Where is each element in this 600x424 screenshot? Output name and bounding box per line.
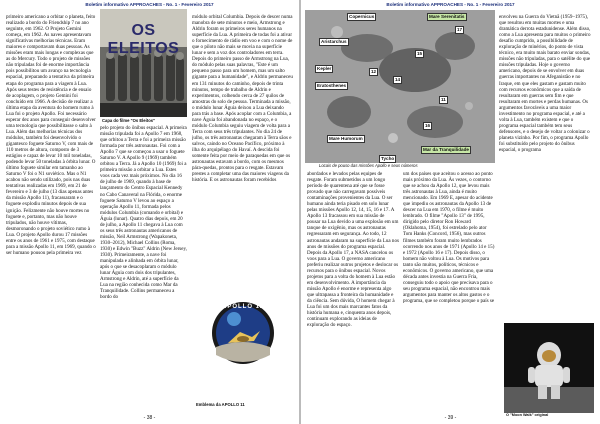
moon-label-mare-humorum: Mare Humorum: [329, 136, 363, 141]
moon-label-tycho: Tycho: [381, 156, 395, 161]
moon-label-mar-tranquilidade: Mar da Tranquilidade: [423, 147, 469, 152]
moon-label-copernicus: Copernicus: [349, 14, 375, 19]
moon-mission-marker: 11: [441, 97, 446, 102]
moonwalk-photo-figure: [504, 323, 594, 413]
moon-mission-marker: 16: [425, 123, 431, 128]
left-page: [0, 0, 299, 424]
folio-left: - 38 -: [143, 415, 156, 421]
right-col-3: envolveu na Guerra do Vietnã (1959–1975), que resultou em muitas mortes e uma dramática derrota estadunidense. Além disso, como a Lua apresenta para muitos o primeiro desafio cumprido, a possibilidade de exploração de minérios, do ponto de vista técnico, era muito mais barato enviar sondas, missões não tripuladas, para o satélite do que missões tripuladas. Hoje o governo americano, depois de se envolver em duas guerras importantes no Afeganistão e no Iraque, em que eles gastam e gastam muito com recursos econômicos que a saída de resultaram em guerras sem fim e que resultaram em mortes e perdas humanas. Os argumentos favoráveis a uma maior investimento no programa espacial, e até a volta à Lua, também existem e que o programa espacial também tem seus defensores, e o desejo de voltar a colonizar o planeta vizinho. Por fim, o programa Apollo foi substituído pelo projeto do ônibus espacial, o programa: [499, 14, 591, 154]
moon-map-figure: [305, 10, 495, 163]
left-col-1: primeiro americano a orbitar o planeta, feito realizado a bordo do Friendship 7 no ano seguinte, em 1962. O Projeto Gemini começa, em 1962. As naves apresentavam significativas melhorias técnicas. Eram maiores e comportavam duas pessoas. As missões eram mais longas e complexas que as do Mercury. Todo o projeto de missões não tripuladas foi de enorme importância pois possibilitou um avanço na tecnologia espacial, preparando a tentativa da primeira etapa do programa para a viagem à Lua. Após seus testes de resistência e de ensaio de acoplagem, o projeto Gemini foi concluído em 1966. A decisão de realizar a última etapa da aventura do homem rumo à Lua foi o projeto Apollo. Foi necessário esperar dez anos para conseguir desenvolver uma tecnologia que possibilitasse o salto à Lua. Além das melhorias técnicas dos módulos, também foi desenvolvido o gigantesco foguete Saturno V, com mais de 110 metros de altura, composto de 3 estágios e capaz de levar 10 mil toneladas, podendo levar 50 toneladas à órbita lunar. O último foguete similar em tamanho ao Saturno V foi o N1 soviético. Mas o N1 acabou não sendo utilizado, pois nas duas tentativas realizadas em 1969, em 21 de fevereiro e 3 de julho (13 dias apenas antes da missão Apollo 11), fracassaram e o foguete explodiu minutos depois de sua ignição. Felizmente não houve mortes no foguete e, portanto, mas não houve tripulados, não houve vítimas, desmoronando o projeto soviético rumo à Lua. O projeto Apollo durou 17 missões entre os anos de 1961 e 1975, com destaque para a missão Apollo 11, em 1969, quando o ser humano pousou pela primeira vez: [6, 14, 96, 256]
moon-mission-marker: 12: [371, 69, 377, 74]
book-cover-figure: [100, 9, 187, 117]
apollo11-patch-text: APOLLO 11: [221, 304, 264, 310]
moon-label-kepler: Kepler: [317, 66, 332, 71]
left-col-3: módulo orbital Columbia. Depois de descer numa manobra de sete minutos e meio, Armstrong e Aldrin foram os primeiros seres humanos na superfície da Lua. A primeira de todas foi a ativar o fornecimento de rádio em voo e com o nome de que o piloto não mais se movia na superfície lunar e sem a voz dos controladores em terra. Depois do primeiro passo de Armstrong na Lua, do módulo pelas suas palavras, "Este é um pequeno passo para um homem, mas um salto gigante para a humanidade", e Aldrin permaneceu em 131 minutos do caminho, depois de trinta minutos, tempo de trabalho de Aldrin e experimentos, colhendo cerca de 27 quilos de amostras do solo de pessoa. Terminada a missão, o módulo lunar Águia deixou a Lua deixando para trás a base. Após acoplar com a Columbia, a nave Águia foi abandonada no espaço, e o módulo Columbia seguiu viagem de volta para a Terra com seus três tripulantes. No dia 24 de julho, os três astronautas chegaram à Terra sãos e salvos, caindo no Oceano Pacífico, próximo à ilha do arquipélago do Havaí. A descida foi somente feita por meio de paraquedas em que os astronautas estavam a bordo, com os mesmos pára-quedas, prontos para o resgate. Estavam prestes a completar uma das maiores viagens da história. E os astronautas foram recebidos: [192, 14, 293, 184]
right-page: [301, 0, 600, 424]
moon-mission-marker: 15: [417, 51, 423, 56]
moon-mission-marker: 17: [457, 27, 463, 32]
right-col-2: um dos países que aceitou o acesso ao ponto mais próximo da Lua. Às vezes, o contorno que se achou da Apollo 12, que levou mais três astronautas à Lua, ainda é muito mencionado. Em 1969 E, apesar do acidente que impediu os astronautas da Apollo 13 de descer na Lua em 1970, o filme é muito lembrado. O filme "Apollo 13" de 1995, dirigido pelo diretor Ron Howard (Oklahoma, 1954), foi estrelado pelo ator Tom Hanks (Concord, 1956), mas outros filmes também foram muito lembrados ocorrendo nos anos de 1971 (Apollo 14 e 15) e 1972 (Apollo 16 e 17). Depois disso, o homem não voltou à Lua. Os motivos para tanto são muitos, políticos, técnicos e econômicos. O governo americano, que uma década antes investia na Guerra Fria, conseguiu todo o apoio que precisava para o seu programa espacial, não encontrou mais argumentos para manter os altos gastos e o programa, que se completou porque o país se: [403, 171, 495, 304]
moon-label-aristarchus: Aristarchus: [321, 39, 347, 44]
moon-label-eratosthenes: Eratosthenes: [317, 83, 347, 88]
book-cover-caption: Capa do filme "Os Eleitos": [102, 118, 156, 123]
running-head: Boletim informativo APPROACHES - No. 1 - Fevereiro 2017: [386, 2, 515, 7]
folio-right: - 39 -: [444, 415, 457, 421]
moon-mission-marker: 14: [395, 77, 401, 82]
left-col-2: pelo projeto do ônibus espacial. A primeira missão tripulada foi a Apollo 7 em 1968, que orbitou a Terra e foi a primeira missão formada por três astronautas. Foi com a Apollo 7 que se começou a usar o foguete Saturno V. A Apollo 9 (1969) também orbitou a Terra. Já a Apollo 10 (1969) foi a primeira missão a orbitar a Lua. Estes voos cada vez mais próximos. No dia 16 de julho de 1969, quando à base de lançamento do Centro Espacial Kennedy no Cabo Canaveral na Flórida, o enorme foguete Saturno V levou ao espaço a operação Apollo 11, formada pelos módulos Columbia (comando e orbital) e Águia (lunar). Quatro dias depois, em 20 de julho, a Apollo 11 chegava à Lua com os seus três astronautas americanos de missão, Neil Armstrong (Wapakoneta, 1930–2012), Michael Collins (Roma, 1930) e Edwin "Buzz" Aldrin (New Jersey, 1930). Primeiramente, a nave foi manipulada e alinhada em órbita lunar, após o que se desacoplaram o módulo lunar Águia com dois dos tripulantes, Armstrong e Aldrin, até a superfície da Lua na região conhecida como Mar da Tranquilidade. Collins permaneceu a bordo do: [100, 125, 187, 301]
apollo11-patch-figure: [210, 285, 276, 399]
right-col-1: abordados e levados pelas equipes de resgate. Foram submetidos a um longo período de quarentena até que se fosse provado que não carregavam possíveis contaminações provenientes da Lua. O ser humano ainda teria pisado em solo lunar pelas missões Apollo 12, 14, 15, 16 e 17. A Apollo 13 fracassou em sua missão de pousar na Lua devido a uma explosão em um tanque de oxigênio, mas os astronautas regressaram em segurança. Ao todo, 12 astronautas andaram na superfície da Lua nos anos de missões do programa espacial. Depois da Apollo 17, a NASA cancelou os voos para a Lua. O governo americano preferiu realizar outros projetos e deslocar os recursos para o ônibus espacial. Novos projetos para a volta do homem à Lua estão em desenvolvimento. A importância da missão Apollo é enorme e representa algo que ultrapassa a fronteira da humanidade e da ciência. Sem dúvida, O homem chegar à Lua foi um dos mais marcantes fatos da história humana e, cinquenta anos depois, continuam explorando as ideias de exploração do espaço.: [307, 171, 399, 329]
moonwalk-photo-caption: O "Moon Walk" original: [506, 413, 549, 417]
moon-map-caption: Locais de pouso das missões Apollo e seus números: [319, 163, 418, 168]
running-head: Boletim informativo APPROACHES - No. 1 - Fevereiro 2017: [85, 2, 214, 7]
book-cover-title: OS ELEITOS: [107, 22, 180, 57]
moon-label-mare-serenitatis: Mare Serenitatis: [429, 14, 465, 19]
apollo11-patch-caption: Emblema da APOLLO 11: [196, 402, 245, 407]
